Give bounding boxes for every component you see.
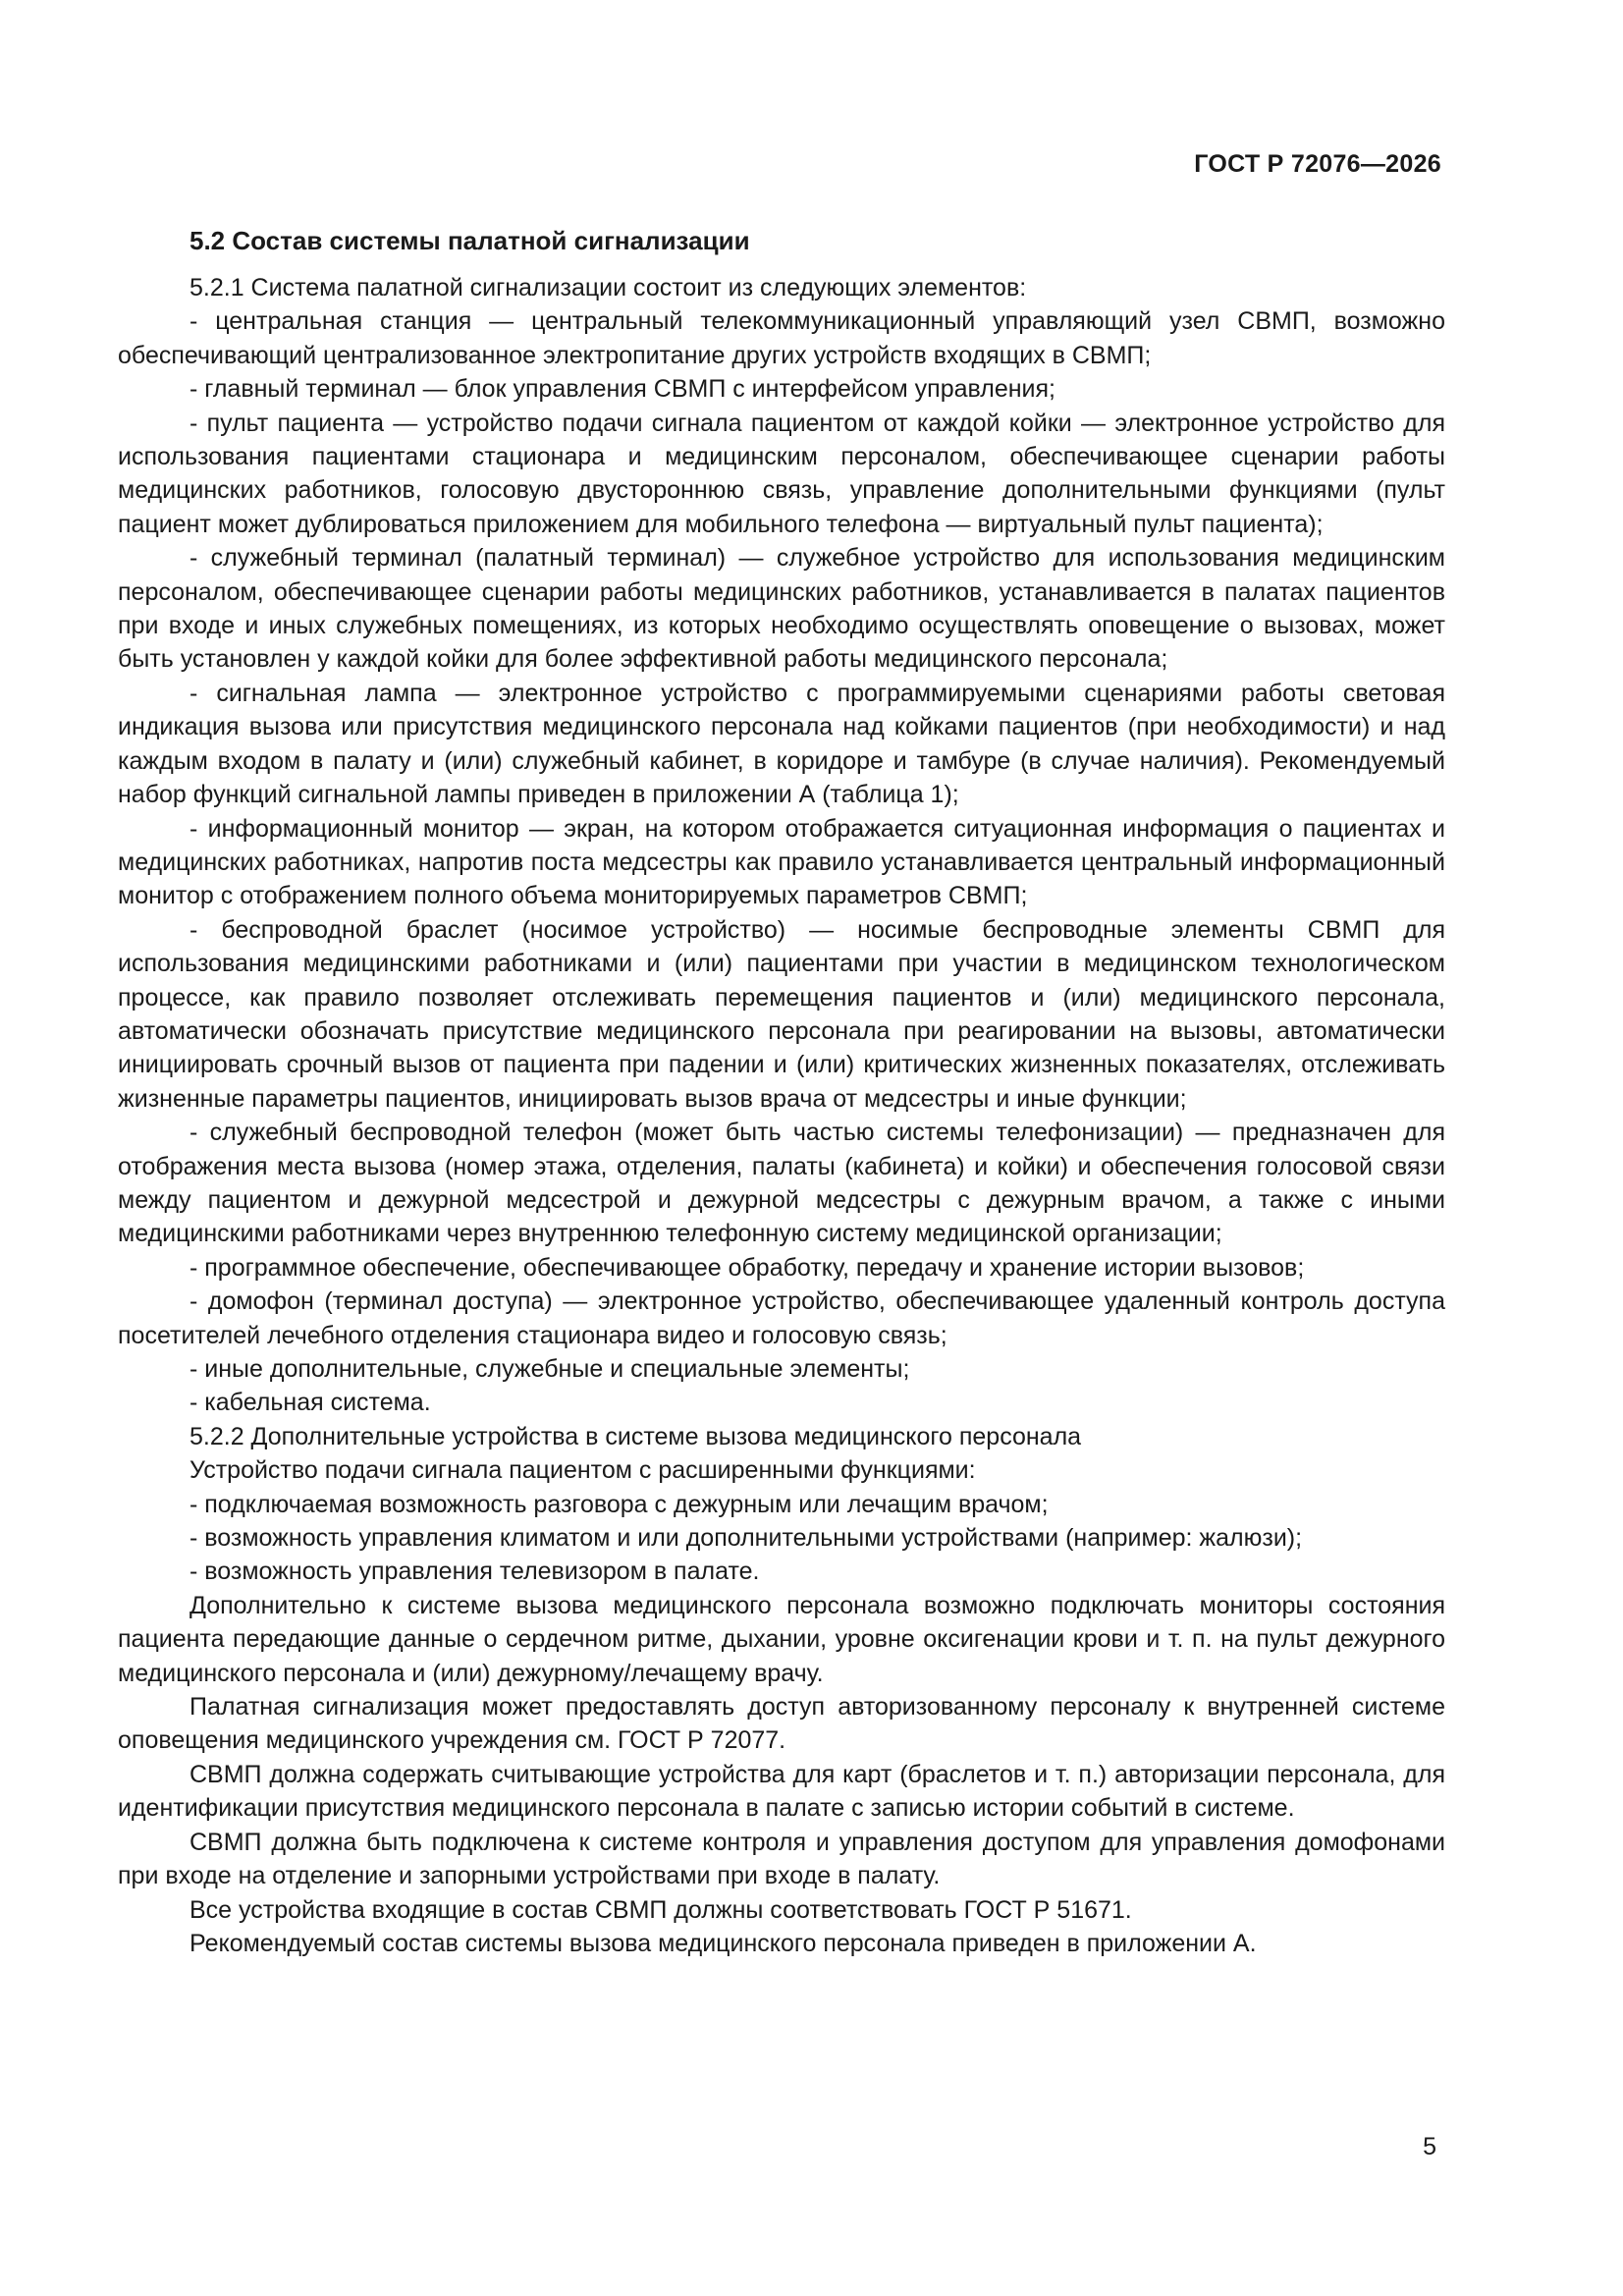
list-item-main-terminal: - главный терминал — блок управления СВМП с интерфейсом управления; [189, 375, 1055, 404]
paragraph-5-2-2: 5.2.2 Дополнительные устройства в системе вызова медицинского персонала [189, 1422, 1082, 1450]
list-item-patient-console: - пульт пациента — устройство подачи сигнала пациентом от каждой койки — электронное устройство для использования пациентами стационара и медицинским персоналом, обеспечивающее сценарии работы медицинских работников, голосовую двустороннюю связь, управление дополнительными функциями (пульт пациент может дублироваться приложением для мобильного телефона — виртуальный пульт пациента); [118, 409, 1445, 538]
list-item-doctor-talk: - подключаемая возможность разговора с дежурным или лечащим врачом; [189, 1490, 1049, 1518]
list-item-wireless-bracelet: - беспроводной браслет (носимое устройство) — носимые беспроводные элементы СВМП для использования медицинскими работниками и (или) пациентами при участии в медицинском технологическом процессе, как правило позволяет отслеживать перемещения пациентов и (или) медицинского персонала, автоматически обозначать присутствие медицинского персонала при реагировании на вызовы, автоматически инициировать срочный вызов от пациента при падении и (или) критических жизненных показателях, отслеживать жизненные параметры пациентов, инициировать вызов врача от медсестры и иные функции; [118, 915, 1445, 1113]
paragraph-recommended-composition: Рекомендуемый состав системы вызова медицинского персонала приведен в приложении А. [189, 1929, 1257, 1957]
paragraph-card-readers: СВМП должна содержать считывающие устройства для карт (браслетов и т. п.) авторизации персонала, для идентификации присутствия медицинского персонала в палате с записью истории событий в системе. [118, 1760, 1445, 1823]
list-item-wireless-phone: - служебный беспроводной телефон (может быть частью системы телефонизации) — предназначен для отображения места вызова (номер этажа, отделения, палаты (кабинета) и койки) и обеспечения голосовой связи между пациентом и дежурной медсестрой и дежурной медсестры с дежурным врачом, а также с иными медицинскими работниками через внутреннюю телефонную систему медицинской организации; [118, 1119, 1445, 1248]
paragraph-access-control: СВМП должна быть подключена к системе контроля и управления доступом для управления домофонами при входе на отделение и запорными устройствами при входе в палату. [118, 1828, 1445, 1890]
list-item-service-terminal: - служебный терминал (палатный терминал) — служебное устройство для использования медицинским персоналом, обеспечивающее сценарии работы медицинских работников, устанавливается в палатах пациентов при входе и иных служебных помещениях, из которых необходимо осуществлять оповещение о вызовах, может быть установлен у каждой койки для более эффективной работы медицинского персонала; [118, 544, 1445, 674]
list-item-tv-control: - возможность управления телевизором в палате. [189, 1558, 760, 1586]
list-item-cable-system: - кабельная система. [189, 1389, 431, 1417]
list-item-software: - программное обеспечение, обеспечивающее обработку, передачу и хранение истории вызовов; [189, 1253, 1305, 1282]
list-item-info-monitor: - информационный монитор — экран, на котором отображается ситуационная информация о пациентах и медицинских работниках, напротив поста медсестры как правило устанавливается центральный информационный монитор с отображением полного объема мониторируемых параметров СВМП; [118, 814, 1445, 910]
paragraph-gost-compliance: Все устройства входящие в состав СВМП должны соответствовать ГОСТ Р 51671. [189, 1895, 1132, 1924]
standard-code-header: ГОСТ Р 72076—2026 [1194, 150, 1441, 178]
list-item-other-elements: - иные дополнительные, служебные и специальные элементы; [189, 1355, 910, 1383]
page-number: 5 [1423, 2133, 1436, 2160]
section-title: 5.2 Состав системы палатной сигнализации [189, 226, 750, 255]
paragraph-extended-device: Устройство подачи сигнала пациентом с расширенными функциями: [189, 1456, 976, 1485]
list-item-central-station: - центральная станция — центральный телекоммуникационный управляющий узел СВМП, возможно обеспечивающий централизованное электропитание других устройств входящих в СВМП; [118, 307, 1445, 369]
paragraph-5-2-1: 5.2.1 Система палатной сигнализации состоит из следующих элементов: [189, 274, 1027, 301]
list-item-intercom: - домофон (терминал доступа) — электронное устройство, обеспечивающее удаленный контроль доступа посетителей лечебного отделения стационара видео и голосовую связь; [118, 1287, 1445, 1349]
paragraph-notification-access: Палатная сигнализация может предоставлять доступ авторизованному персоналу к внутренней системе оповещения медицинского учреждения см. ГОСТ Р 72077. [118, 1693, 1445, 1755]
list-item-climate-control: - возможность управления климатом и или дополнительными устройствами (например: жалюзи); [189, 1524, 1303, 1553]
paragraph-patient-monitors: Дополнительно к системе вызова медицинского персонала возможно подключать мониторы состояния пациента передающие данные о сердечном ритме, дыхании, уровне оксигенации крови и т. п. на пульт дежурного медицинского персонала и (или) дежурному/лечащему врачу. [118, 1591, 1445, 1687]
page-body [118, 224, 1445, 1960]
list-item-signal-lamp: - сигнальная лампа — электронное устройство с программируемыми сценариями работы световая индикация вызова или присутствия медицинского персонала над койками пациентов (при необходимости) и над каждым входом в палату и (или) служебный кабинет, в коридоре и тамбуре (в случае наличия). Рекомендуемый набор функций сигнальной лампы приведен в приложении А (таблица 1); [118, 679, 1445, 809]
